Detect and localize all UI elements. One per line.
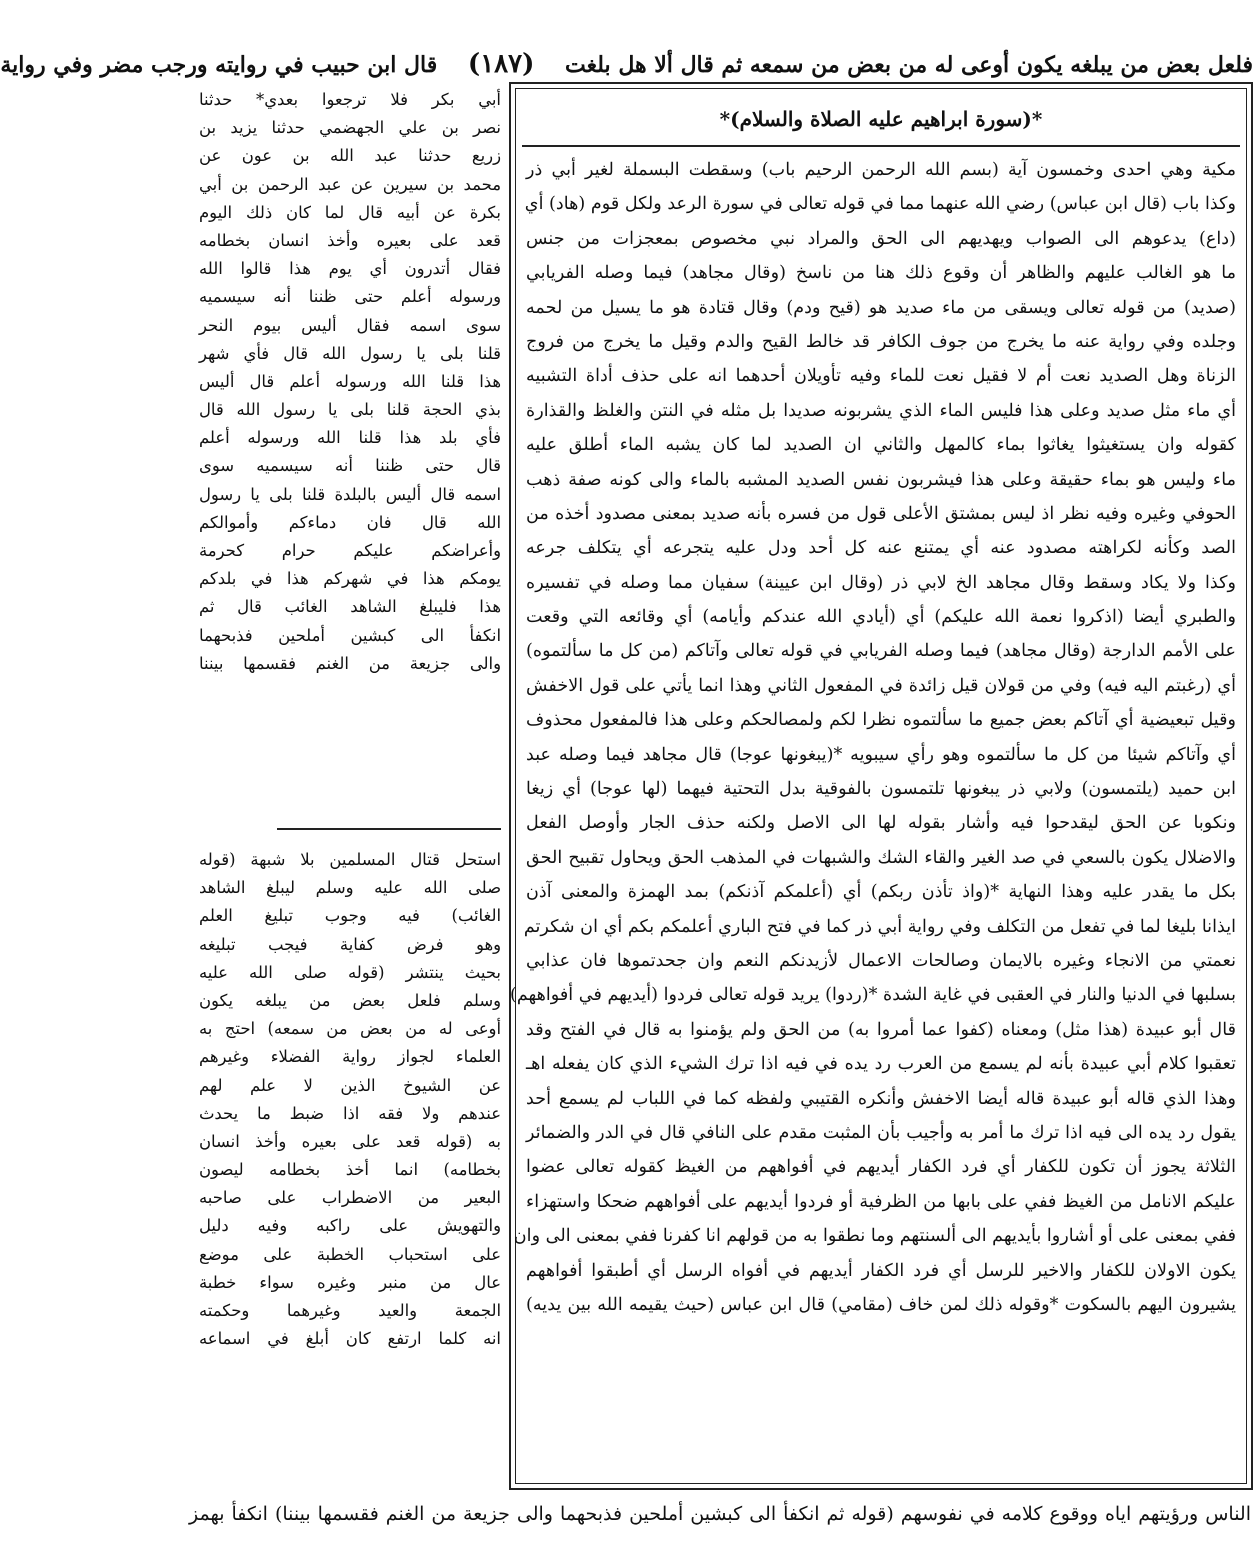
sidebar-text-line: والتهويش على راكبه وفيه دليل xyxy=(199,1216,501,1236)
sidebar-text-line: بكرة عن أبيه قال لما كان ذلك اليوم xyxy=(199,202,501,222)
sidebar-text-line: اسمه قال أليس بالبلدة قلنا بلى يا رسول xyxy=(199,484,501,504)
main-text-line: وكذا باب (قال ابن عباس) رضي الله عنهما مما في قوله تعالى في سورة الرعد ولكل قوم (هاد) أي xyxy=(524,194,1236,215)
main-text-line: أي ماء مثل صديد وعلى هذا فليس الماء الذي يشربونه صديدا بل مثله في النتن والغلظ والقذارة xyxy=(526,400,1236,421)
sidebar-text-line: زريع حدثنا عبد الله بن عون عن xyxy=(199,146,501,166)
main-text-frame xyxy=(509,82,1253,1490)
sidebar-text-line: قال حتى ظننا أنه سيسميه سوى xyxy=(199,456,501,476)
main-text-line: كقوله وان يستغيثوا يغاثوا بماء كالمهل والثاني ان الصديد لما كان يشبه الماء أطلق عليه xyxy=(526,435,1236,456)
sidebar-text-line: الله قال فان دماءكم وأموالكم xyxy=(199,512,501,532)
main-text-line: ففي بمعنى على أو أشاروا بأيديهم الى ألسنتهم وما نطقوا به من قولهم انا كفرنا ففي بمعنى الى وان xyxy=(513,1226,1236,1247)
main-text-line: الحوفي وغيره وفيه نظر اذ ليس بمشتق الأعلى قول من فسره بأنه صديد بمعنى مصدود أخذه من xyxy=(526,503,1236,524)
main-text-line: ماء وليس هو بماء حقيقة وعلى هذا فيشربون نفس الصديد المشبه بالماء والى كونه صفة ذهب xyxy=(526,469,1236,490)
main-text-line: بكل ما يقدر عليه وهذا النهاية *(واذ تأذن ربكم) أي (أعلمكم آذنكم) بمد الهمزة والمعنى آذن xyxy=(526,882,1236,903)
sidebar-text-line: محمد بن سيرين عن عبد الرحمن بن أبي xyxy=(199,174,501,194)
main-text-line: وجلده وفي رواية عنه ما يخرج من جوف الكافر قد خالط القيح والدم وقيل ما يخرج من فروج xyxy=(526,331,1236,352)
main-text-line: ما هو الغالب عليهم والظاهر أن وقوع ذلك هنا من ناسخ (وقال مجاهد) فيما وصله الفريابي xyxy=(526,263,1236,284)
sidebar-text-line: أبي بكر فلا ترجعوا بعدي* حدثنا xyxy=(199,90,501,109)
main-text-line: وقيل تبعيضية أي آتاكم بعض جميع ما سألتموه نظرا لكم ولمصالحكم وعلى هذا فالمفعول محذوف xyxy=(526,710,1236,731)
sidebar-text-line: يومكم هذا في شهركم هذا في بلدكم xyxy=(199,569,501,589)
sidebar-text-line: انه كلما ارتفع كان أبلغ في اسماعه xyxy=(199,1329,501,1349)
title-rule xyxy=(522,145,1240,147)
sidebar-text-line: هذا فليبلغ الشاهد الغائب قال ثم xyxy=(199,597,501,617)
sidebar-commentary-bottom xyxy=(199,846,501,1353)
main-text-line: أي وآتاكم شيئا من كل ما سألتموه وهو رأي سيبويه *(يبغونها عوجا) قال مجاهد فيما وصله عبد xyxy=(526,744,1236,765)
sidebar-text-line: وسلم فلعل بعض من يبلغه يكون xyxy=(199,990,501,1010)
main-text-line: الزناة وهل الصديد نعت أم لا فقيل نعت للماء وفيه تأويلان أحدهما انه على حذف أداة التشبيه xyxy=(526,366,1236,387)
sidebar-text-line: والى جزيعة من الغنم فقسمها بيننا xyxy=(199,653,501,673)
sidebar-text-line: ورسوله أعلم حتى ظننا أنه سيسميه xyxy=(199,287,501,307)
main-text-line: (صديد) من قوله تعالى ويسقى من ماء صديد هو (قيح ودم) وقال قتادة هو ما يسيل من لحمه xyxy=(526,297,1236,318)
page-footer-line: الناس ورؤيتهم اياه ووقوع كلامه في نفوسهم (قوله ثم انكفأ الى كبشين أملحين فذبحهما والى جزيعة من الغنم فقسمها بيننا) انكفأ بهمز xyxy=(189,1503,1251,1525)
sidebar-text-line: البعير من الاضطراب على صاحبه xyxy=(199,1188,501,1208)
sidebar-text-line: بحيث ينتشر (قوله صلى الله عليه xyxy=(199,962,501,982)
main-text-line: على الأمم الدارجة (وقال مجاهد) فيما وصله الفريابي في قوله تعالى وآتاكم (من كل ما سألتموه) xyxy=(526,641,1236,662)
main-text-line: يشيرون اليهم بالسكوت *وقوله ذلك لمن خاف (مقامي) قال ابن عباس (حيث يقيمه الله بين يديه) xyxy=(526,1294,1236,1315)
sidebar-text-line: انكفأ الى كبشين أملحين فذبحهما xyxy=(199,625,501,645)
sidebar-text-line: فقال أتدرون أي يوم هذا قالوا الله xyxy=(199,259,501,279)
sidebar-divider xyxy=(277,828,501,830)
main-text-line: أي (رغبتم اليه فيه) وفي من قولان قيل زائدة في المفعول الثاني وهذا انما يأتي على قول الاخفش xyxy=(526,675,1236,696)
header-lead-text: فلعل بعض من يبلغه يكون أوعى له من بعض من سمعه ثم قال ألا هل بلغت xyxy=(565,52,1253,78)
main-text-line: يقول رد يده الى فيه اذا ترك ما أمر به وأجيب بأن المثبت مقدم على النافي قال في الدر والضمائر xyxy=(526,1122,1236,1143)
main-text-line: (داع) يدعوهم الى الصواب ويهديهم الى الحق والمراد نبي مخصوص بمعجزات من جنس xyxy=(526,228,1236,249)
main-text-line: ونكوبا عن الحق ليقدحوا فيه وأشار بقوله لها الى الاصل ولكنه حذف الجار وأوصل الفعل xyxy=(526,813,1236,834)
main-commentary-body xyxy=(509,153,1236,1322)
main-text-line: مكية وهي احدى وخمسون آية (بسم الله الرحمن الرحيم باب) وسقطت البسملة لغير أبي ذر xyxy=(526,160,1236,180)
sidebar-text-line: قعد على بعيره وأخذ انسان بخطامه xyxy=(199,230,501,250)
sidebar-text-line: نصر بن علي الجهضمي حدثنا يزيد بن xyxy=(199,118,501,138)
main-text-line: يكون الاولان للكفار والاخير للرسل أي فرد الكفار أيديهم في أفواه الرسل أي أطبقوا أفواههم xyxy=(526,1260,1236,1281)
sidebar-text-line: العلماء لجواز رواية الفضلاء وغيرهم xyxy=(199,1047,501,1067)
sidebar-text-line: سوى اسمه فقال أليس بيوم النحر xyxy=(199,315,501,335)
main-text-line: والاضلال يكون بالسعي في صد الغير والقاء الشك والشبهات في المذهب الحق ويحاول تقبيح الحق xyxy=(526,847,1236,868)
sidebar-text-line: به (قوله قعد على بعيره وأخذ انسان xyxy=(199,1131,501,1151)
main-text-line: تعقبوا كلام أبي عبيدة بأنه لم يسمع من العرب رد يده في فيه اذا ترك الشيء الذي كان يفعله اهـ xyxy=(526,1054,1236,1075)
main-text-inner-border xyxy=(509,88,1247,1484)
surah-title: *(سورة ابراهيم عليه الصلاة والسلام)* xyxy=(719,107,1043,131)
sidebar-text-line: على استحباب الخطبة على موضع xyxy=(199,1244,501,1264)
main-text-line: بسلبها في الدنيا والنار في العقبى في غاية الشدة *(ردوا) يريد قوله تعالى فردوا (أيديهم في أفواههم) xyxy=(509,985,1236,1006)
sidebar-text-line: عال من منبر وغيره سواء خطبة xyxy=(199,1272,501,1292)
sidebar-text-line: أوعى له من بعض من سمعه) احتج به xyxy=(199,1019,501,1039)
sidebar-commentary-top xyxy=(199,86,501,678)
sidebar-text-line: هذا قلنا الله ورسوله أعلم قال أليس xyxy=(199,371,501,391)
main-text-line: والطبري أيضا (اذكروا نعمة الله عليكم) أي (أيادي الله عندكم وأيامه) أي وقائعه التي وقعت xyxy=(526,607,1236,628)
sidebar-text-line: قلنا بلى يا رسول الله قال فأي شهر xyxy=(199,343,501,363)
sidebar-text-line: بخطامه) انما أخذ بخطامه ليصون xyxy=(199,1160,501,1180)
sidebar-text-line: فأي بلد هذا قلنا الله ورسوله أعلم xyxy=(199,428,501,448)
sidebar-text-line: الغائب) فيه وجوب تبليغ العلم xyxy=(199,906,501,926)
main-text-line: وكذا ولا يكاد وسقط وقال مجاهد الخ لابي ذر (وقال ابن عيينة) سفيان مما وصله في تفسيره xyxy=(526,572,1236,593)
sidebar-text-line: استحل قتال المسلمين بلا شبهة (قوله xyxy=(199,850,501,869)
sidebar-text-line: صلى الله عليه وسلم ليبلغ الشاهد xyxy=(199,878,501,898)
header-tail-text: قال ابن حبيب في روايته ورجب مضر وفي رواية xyxy=(0,52,438,78)
main-text-line: الثلاثة يجوز أن تكون للكفار أي فرد الكفار أيديهم في أفواههم من الغيظ كقوله تعالى عضوا xyxy=(526,1157,1236,1178)
page-header xyxy=(0,44,1253,84)
main-text-line: قال أبو عبيدة (هذا مثل) ومعناه (كفوا عما أمروا به) من الحق ولم يؤمنوا به قال في الفتح وقد xyxy=(526,1019,1236,1040)
sidebar-text-line: عن الشيوخ الذين لا علم لهم xyxy=(199,1075,501,1095)
sidebar-text-line: الجمعة والعيد وغيرهما وحكمته xyxy=(199,1301,501,1320)
page-number: (١٨٧) xyxy=(467,49,535,79)
sidebar-text-line: وهو فرض كفاية فيجب تبليغه xyxy=(199,934,501,954)
sidebar-text-line: عندهم ولا فقه اذا ضبط ما يحدث xyxy=(199,1103,501,1123)
main-text-line: وهذا الذي قاله أبو عبيدة قاله أيضا الاخفش وأنكره القتيبي ولفظه كما في اللباب لم يسمع أحد xyxy=(526,1088,1236,1109)
sidebar-text-line: بذي الحجة قلنا بلى يا رسول الله قال xyxy=(199,400,501,420)
main-text-line: ابن حميد (يلتمسون) ولابي ذر يبغونها تلتمسون بالفوقية بدل التحتية فيهما (لها عوجا) أي زيغا xyxy=(526,779,1236,800)
main-text-line: نعمتي من الانجاء وغيره بالايمان وصالحات الاعمال لأزيدنكم النعم وان جحدتموها فان عذابي xyxy=(526,950,1236,971)
main-text-line: الصد وكأنه لكراهته مصدود عنه أي يمتنع عنه كل أحد ودل عليه يتجرعه أي يتكلف جرعه xyxy=(526,538,1236,559)
main-text-line: عليكم الانامل من الغيظ ففي على بابها من الظرفية أو فردوا أيديهم على أفواههم ضحكا واستهزاء xyxy=(526,1191,1236,1212)
sidebar-text-line: وأعراضكم عليكم حرام كحرمة xyxy=(199,541,501,560)
main-text-line: ايذانا بليغا لما في تفعل من التكلف وفي رواية أبي ذر كما في فتح الباري أعلمكم بكم أي ان شكرتم xyxy=(523,916,1236,937)
